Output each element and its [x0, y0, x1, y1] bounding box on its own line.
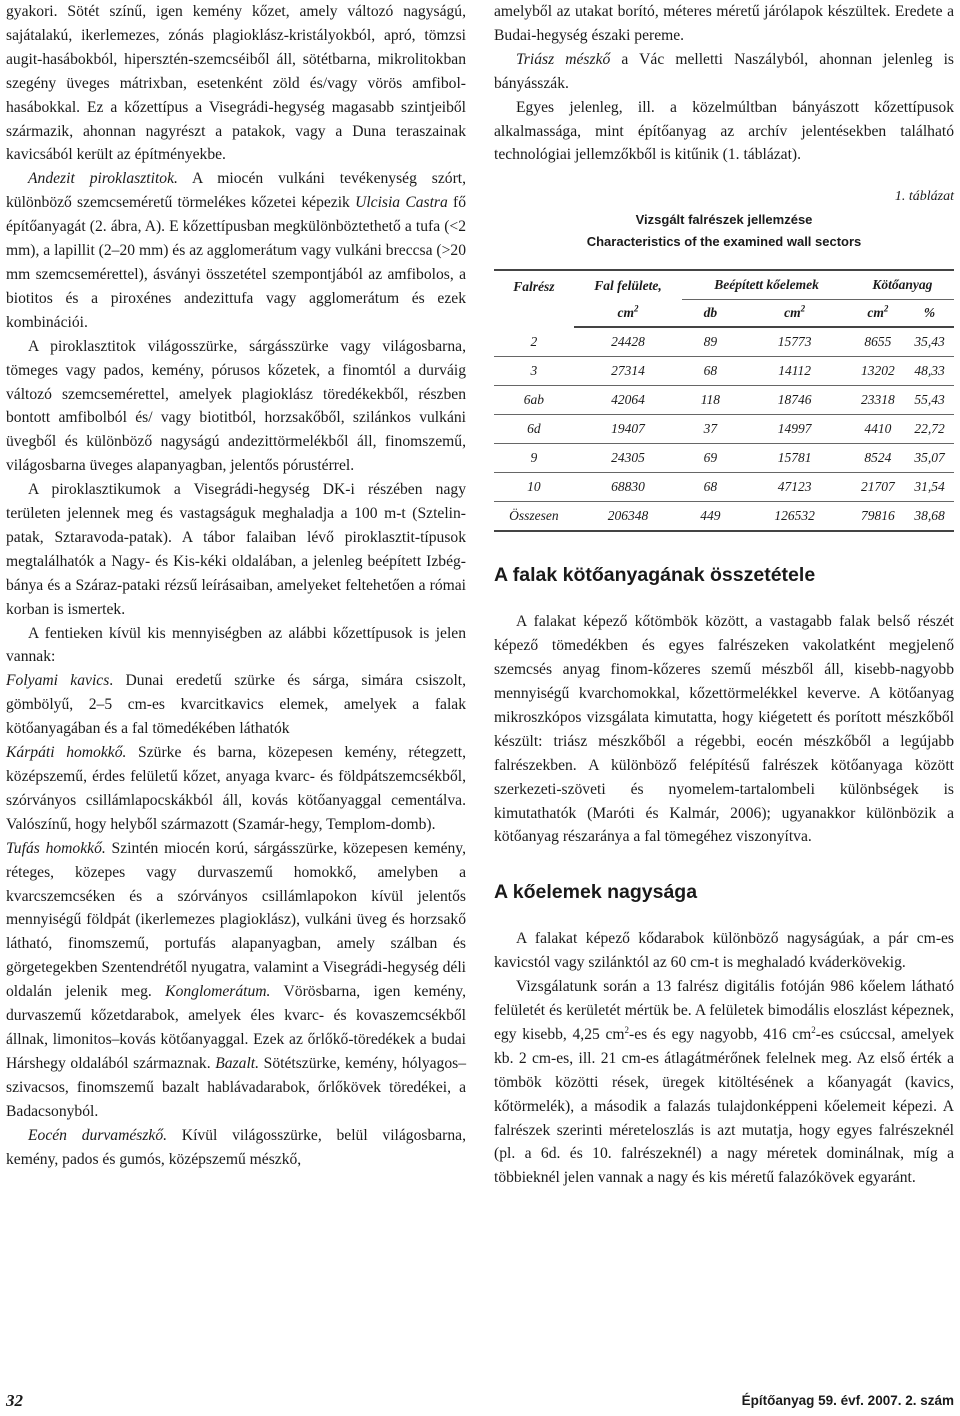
italic-term: Bazalt. [215, 1054, 260, 1072]
table-cell: 69 [682, 444, 738, 473]
table-cell: 47123 [738, 473, 850, 502]
paragraph [6, 167, 466, 334]
table-cell: 10 [494, 473, 574, 502]
table-cell: 35,43 [905, 327, 954, 357]
table-cell: 19407 [574, 415, 683, 444]
paragraph [6, 1124, 466, 1172]
table-cell: 6d [494, 415, 574, 444]
table-cell: 14997 [738, 415, 850, 444]
table-cell: 4410 [851, 415, 905, 444]
table-cell: 2 [494, 327, 574, 357]
header-kotoanyag: Kötőanyag [851, 270, 954, 300]
italic-term: Ulcisia Castra [355, 194, 448, 212]
table-cell: 68 [682, 473, 738, 502]
table-row [494, 415, 954, 444]
table-title: Vizsgált falrészek jellemzése [635, 212, 813, 228]
table-row [494, 357, 954, 386]
header-unit: $cm^2$ [738, 300, 850, 328]
table-cell: 23318 [851, 386, 905, 415]
header-unit: db [682, 300, 738, 328]
table-cell: 42064 [574, 386, 683, 415]
text: Sötétszürke, kemény, hólyagos–szivacsos, finomszemű bazalt hablávadarabok, őrlőkövek töredékei, a Badacsonyból. [6, 1054, 466, 1120]
table-cell: 31,54 [905, 473, 954, 502]
table-row [494, 386, 954, 415]
table-cell: 18746 [738, 386, 850, 415]
text: Szintén miocén korú, sárgásszürke, közepesen kemény, réteges, közepes vagy durvaszemű homokkő, amelyben a kvarcszemcséken és a szórványos csillámlapokon kívül jelentős mennyiségű földpát (ikerlemezes plagioklász), vulkáni üveg és horzsakő látható, finomszemű, portufás alapanyagban, amely szálban és görgetegekben Szentendrétől nyugatra, valamint a Visegrádi-hegység déli oldalán jelenik meg. [6, 839, 466, 1001]
table-cell: 35,07 [905, 444, 954, 473]
table-row [494, 444, 954, 473]
table-cell: 38,68 [905, 502, 954, 532]
header-beepitett: Beépített kőelemek [682, 270, 850, 300]
table-cell: 55,43 [905, 386, 954, 415]
text: -es csúccsal, amelyek kb. 2 cm-es, ill. 21 cm-es átlagátmérőnek felelnek meg. Az első érték a tömbök közötti rések, üregek kitöltésének a kőanyagát (kavics, kőtörmelék), a második a falazás tulajdonképpeni kőelemeit képezi. A falrészek szerinti méreteloszlás is azt mutatja, hogy egyes falrészeknél (pl. a 6d. és 10. falrészeknél) a nagy méretek dominálnak, míg a többieknél jelen vannak a nagy és kis méretű falazókövek egyaránt. [494, 1025, 954, 1187]
italic-term: Andezit piroklasztitok. [28, 170, 178, 188]
text: Kívül világosszürke, belül világosbarna, kemény, pados és gumós, középszemű mészkő, [6, 1126, 466, 1168]
table-cell: Összesen [494, 502, 574, 532]
italic-term: Konglomerátum. [165, 983, 271, 1001]
data-table [494, 269, 954, 532]
text: Vizsgálatunk során a 13 falrész digitális fotóján 986 kőelem látható felületét és kerületét mértük be. A felületek bimodális eloszlást képeznek, egy kisebb, 4,25 cm [494, 978, 954, 1043]
table-cell: 15781 [738, 444, 850, 473]
header-unit: % [905, 300, 954, 328]
text: a Vác melletti Naszályból, ahonnan jelenleg is bányásszák. [494, 50, 955, 92]
table-cell: 37 [682, 415, 738, 444]
table-row [494, 502, 954, 532]
paragraph [494, 975, 954, 1190]
text: Szürke és barna, közepesen kemény, rétegzett, középszemű, érdes felületű kőzet, anyaga kvarc- és földpátszemcsékből, szórványos csillámlapocskákból áll, kovás kötőanyaggal cementálva. Valószínű, hogy helyből származott (Szamár-hegy, Templom-domb). [6, 744, 466, 833]
italic-term: Kárpáti homokkő. [6, 744, 127, 762]
paragraph [6, 741, 466, 837]
italic-term: Eocén durvamészkő. [28, 1126, 168, 1144]
table-cell: 15773 [738, 327, 850, 357]
paragraph: A fentieken kívül kis mennyiségben az alábbi kőzettípusok is jelen vannak: [6, 624, 466, 666]
superscript: 2 [624, 1024, 630, 1035]
table-cell: 24305 [574, 444, 683, 473]
table-cell: 48,33 [905, 357, 954, 386]
text: fő építőanyagát (2. ábra, A). E kőzettípusban megkülönböztethető a tufa (<2 mm), a lapillit (2–20 mm) és az agglomerátum vagy vulkáni breccsa (>20 mm szemcsemérettel), ásványi összetétel szempontjából az amfibolos, a biotitos és a piroxénes andezittufa vagy agglomerátum és ezek kombinációi. [6, 194, 467, 331]
table-cell: 126532 [738, 502, 850, 532]
paragraph [494, 48, 954, 96]
table-cell: 68830 [574, 473, 683, 502]
paragraph: gyakori. Sötét színű, igen kemény kőzet, amely változó nagyságú, sajátalakú, ikerlemezes, zónás plagioklász-kristályokból, apró, tömzsi augit-hasábokból, hipersztén-szemcséiből áll, sötétbarna, mikrolitokban szegény üveges mátrixban, esetenként zöld és/vagy vörös amfibol-hasábokkal. Ez a kőzettípus a Visegrádi-hegység magasabb szintjeiből származik, ahonnan nagyrészt a patakok, vagy a Duna teraszainak kavicsából került az építményekbe. [6, 3, 466, 164]
table-cell: 449 [682, 502, 738, 532]
table-cell: 14112 [738, 357, 850, 386]
table-cell: 8524 [851, 444, 905, 473]
journal-info: Építőanyag 59. évf. 2007. 2. szám [741, 1393, 954, 1408]
left-column [6, 0, 466, 1171]
section-heading: A falak kötőanyagának összetétele [494, 564, 816, 587]
text: A miocén vulkáni tevékenység szórt, különböző szemcseméretű törmelékes kőzetei képezik [6, 170, 467, 212]
text: Vörösbarna, igen kemény, durvaszemű kőzetdarabok, amelyek éles kvarc- és kovaszemcsékből állnak, limonitos–kovás kötőanyaggal. Ezek az őrlőkő-töredékek a budai Hárshegy oldalából származnak. [6, 983, 466, 1072]
right-column [494, 0, 954, 1190]
paragraph: A falakat képező kőtömbök között, a vastagabb falak belső részét képező tömedékben és egyes falrészeken vakolatként megjelenő szemcsés anyag finom-kőzeres szemű mészből áll, kisebb-nagyobb mennyiségű kvarchomokkal, kőzettörmelékkel keverve. A kötőanyag mikroszkópos vizsgálata kimutatta, hogy kiégetett és porított mészkőből készült: triász mészkőből a régebbi, eocén mészkőből a legújabb falrészekben. A különböző felépítésű falrészek kötőanyaga között szerkezeti-szöveti és nyomelem-tartalombeli különbségek is kimutathatók (Maróti és Kalmár, 2006); ugyanakkor különbözik a kötőanyag részaránya a fal tömegéhez viszonyítva. [494, 613, 954, 846]
paragraph: amelyből az utakat borító, méteres méretű járólapok készültek. Eredete a Budai-hegység északi pereme. [494, 3, 954, 44]
table-cell: 68 [682, 357, 738, 386]
superscript: 2 [811, 1024, 816, 1035]
table-cell: 206348 [574, 502, 683, 532]
table-cell: 13202 [851, 357, 905, 386]
table-cell: 22,72 [905, 415, 954, 444]
table-row [494, 327, 954, 357]
paragraph: A piroklasztitok világosszürke, sárgásszürke vagy világosbarna, tömeges vagy pados, kemény, pórusos kőzetek, a finomtól a durváig változó szemcsemérettel, amelyek plagioklász töredékekből, részben bontott amfibolból és/ vagy biotitból, horzsakőből, szilánkos vulkáni üvegből és különböző nagyságú andezittörmelékből áll, finomszemű, világosbarna üveges alapanyagban, jelentős pórustérrel. [6, 337, 466, 475]
text: . Dunai eredetű szürke és sárga, simára csiszolt, gömbölyű, 2–5 cm-es kvarcitkavics elemek, amelyek a falak kötőanyagában és a fal tömedékében láthatók [6, 672, 467, 738]
header-unit: $cm^2$ [574, 300, 683, 328]
table-cell: 118 [682, 386, 738, 415]
table-cell: 79816 [851, 502, 905, 532]
table-cell: 89 [682, 327, 738, 357]
paragraph: A falakat képező kődarabok különböző nagyságúak, a pár cm-es kavicstól vagy szilánktól az 60 cm-t is meghaladó kváderkövekig. [494, 930, 954, 972]
table-cell: 3 [494, 357, 574, 386]
paragraph [6, 669, 466, 741]
table-cell: 8655 [851, 327, 905, 357]
table-cell: 6ab [494, 386, 574, 415]
table-title-english: Characteristics of the examined wall sectors [586, 234, 862, 250]
table-row [494, 473, 954, 502]
paragraph [6, 837, 466, 1124]
text: -es és egy nagyobb, 416 cm [629, 1025, 812, 1043]
italic-term: Triász mészkő [516, 50, 611, 68]
table-cell: 27314 [574, 357, 683, 386]
section-heading: A kőelemek nagysága [494, 881, 698, 904]
header-falresz: Falrész [513, 279, 555, 295]
paragraph: Egyes jelenleg, ill. a közelmúltban bányászott kőzettípusok alkalmassága, mint építőanyag az archív jelentésekben található technológiai jellemzőkből is kitűnik (1. táblázat). [494, 98, 954, 164]
page-number: 32 [6, 1391, 23, 1410]
italic-term: Tufás homokkő. [6, 839, 106, 857]
header-unit: $cm^2$ [851, 300, 905, 328]
table-cell: 9 [494, 444, 574, 473]
table-number: 1. táblázat [894, 189, 954, 205]
table-cell: 24428 [574, 327, 683, 357]
table-cell: 21707 [851, 473, 905, 502]
italic-term: Folyami kavics [6, 672, 110, 690]
paragraph: A piroklasztikumok a Visegrádi-hegység DK-i részében nagy területen jelennek meg és vastagságuk meghaladja a 100 m-t (Sztelin-patak, Sztaravoda-patak). A tábor falaiban lévő piroklasztit-típusok megtalálhatók a Nagy- és Kis-kéki oldalában, a jelenleg beépített Izbég-bánya és a Száraz-pataki rézsű leírásaiban, amelyeket feltehetően a római korban is ismertek. [6, 481, 466, 618]
header-fal-felulete: Fal felülete, [594, 277, 662, 293]
